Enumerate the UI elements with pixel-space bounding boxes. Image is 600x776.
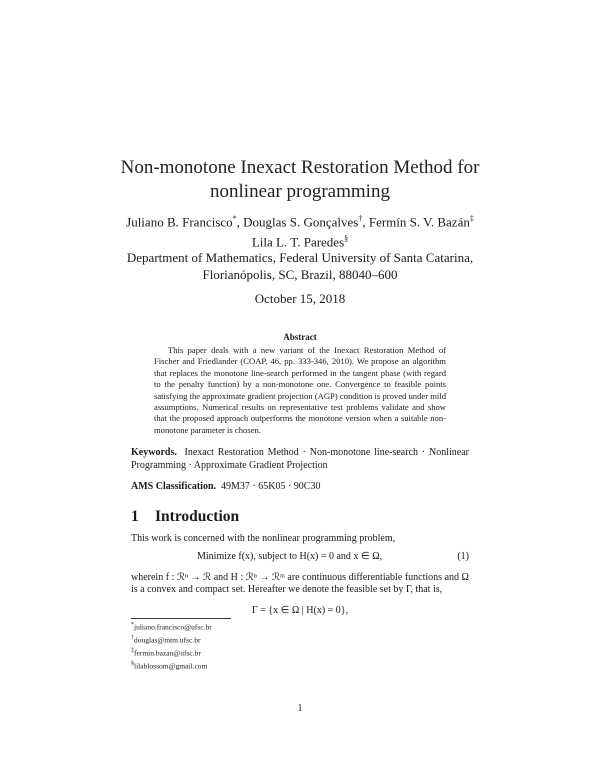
footnote (131, 659, 469, 672)
ams-label: AMS Classification. (131, 481, 216, 492)
paper-date: October 15, 2018 (254, 291, 346, 306)
author-mark: § (344, 234, 349, 244)
author-list (100, 210, 500, 251)
footnote-email: juliano.francisco@ufsc.br (134, 622, 212, 632)
footnotes (131, 620, 469, 672)
title-line: nonlinear programming (210, 181, 390, 202)
footnote-mark: * (131, 622, 134, 628)
footnote (131, 633, 469, 646)
author-name: Lila L. T. Paredes (251, 234, 345, 250)
intro-paragraph-2: wherein f : ℛⁿ → ℛ and H : ℛⁿ → ℛᵐ are continuous differentiable functions and Ω is a convex and compact set. Hereafter we denote the feasible set by Γ, that is, (131, 572, 469, 596)
abstract-heading: Abstract (283, 332, 317, 342)
ams-codes: 49M37 · 65K05 · 90C30 (221, 481, 321, 492)
author-mark: † (358, 214, 363, 223)
affiliation-line: Department of Mathematics, Federal University of Santa Catarina, (126, 250, 474, 265)
equation-number: (1) (457, 551, 469, 562)
section-title: Introduction (155, 508, 240, 525)
footnote-rule (131, 618, 231, 619)
author-mark: ‡ (469, 214, 474, 223)
footnote-email: fermin.bazan@ufsc.br (134, 648, 201, 658)
affiliation-line: Florianópolis, SC, Brazil, 88040–600 (202, 267, 398, 282)
ams-classification (131, 481, 469, 492)
keywords-text: Inexact Restoration Method · Non-monotone line-search · Nonlinear Programming · Approximate Gradient Projection (131, 447, 469, 471)
affiliation (100, 249, 500, 283)
equation-text: Minimize f(x), subject to H(x) = 0 and x ∈ Ω, (197, 551, 383, 562)
footnote-email: lilablossom@gmail.com (134, 661, 208, 671)
author-name: Juliano B. Francisco (126, 214, 233, 230)
footnote (131, 646, 469, 659)
intro-paragraph: This work is concerned with the nonlinear programming problem, (131, 533, 396, 544)
footnote-email: douglas@mtm.ufsc.br (134, 635, 201, 645)
paper-title (100, 156, 500, 204)
footnote (131, 620, 469, 633)
title-line: Non-monotone Inexact Restoration Method for (120, 157, 480, 178)
equation-feasible-set: Γ = {x ∈ Ω | H(x) = 0}, (251, 605, 349, 616)
footnote-mark: § (131, 660, 134, 667)
author-line: Juliano B. Francisco*, Douglas S. Gonçalves†, Fermín S. V. Bazán‡ (126, 214, 474, 230)
author-name: Douglas S. Gonçalves (243, 214, 359, 230)
section-number: 1 (131, 508, 139, 525)
keywords-label: Keywords. (131, 447, 177, 458)
section-heading (131, 508, 239, 526)
footnote-mark: † (131, 634, 134, 641)
footnote-mark: ‡ (131, 647, 134, 654)
author-mark: * (232, 214, 237, 223)
page-number: 1 (297, 703, 303, 714)
keywords (131, 446, 469, 472)
abstract-text: This paper deals with a new variant of the Inexact Restoration Method of Fischer and Friedlander (COAP, 46, pp. 333-346, 2010). We propose an algorithm that replaces the monotone line-search performed in the tangent phase (with regard to the penalty function) by a non-monotone one. Convergence to feasible points satisfying the approximate gradient projection (AGP) condition is proved under mild assumptions. Numerical results on representative test problems validate and show that the proposed approach outperforms the monotone version when a suitable non-monotone parameter is chosen. (154, 345, 446, 435)
author-line (100, 230, 500, 250)
author-name: Fermín S. V. Bazán (368, 214, 470, 230)
